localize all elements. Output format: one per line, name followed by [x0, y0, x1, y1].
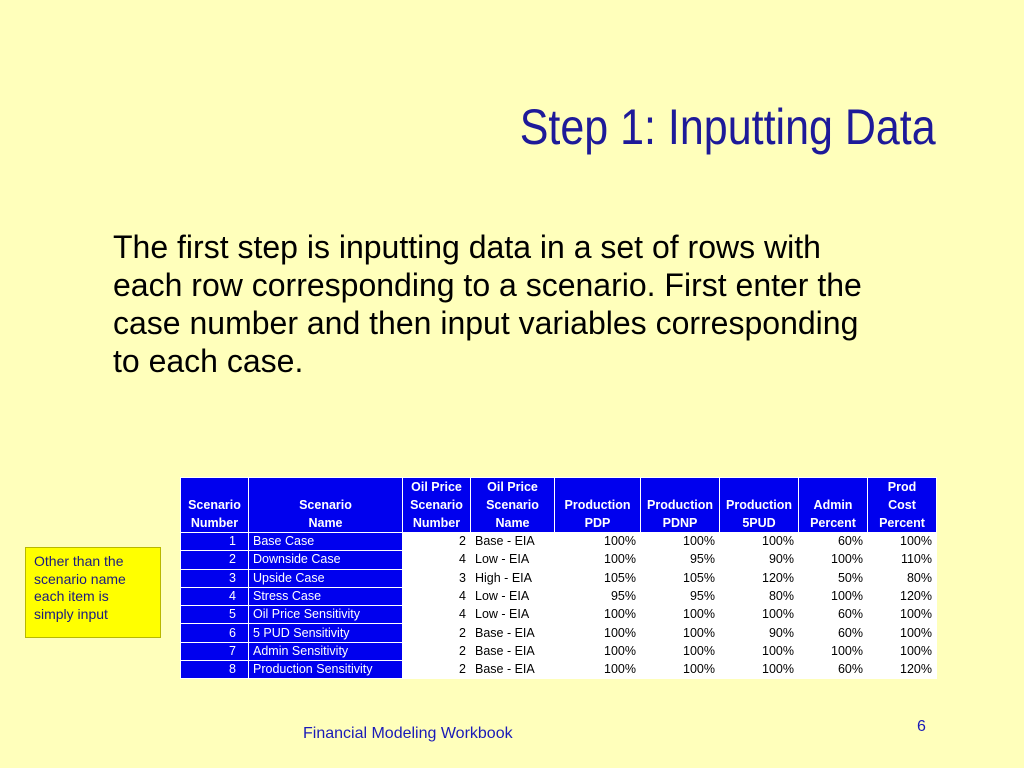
table-cell: 5: [181, 606, 249, 624]
table-cell: 1: [181, 533, 249, 551]
table-cell: 50%: [799, 569, 868, 587]
table-column-header: Oil Price Scenario Number: [403, 478, 471, 533]
table-cell: Downside Case: [249, 551, 403, 569]
table-cell: 100%: [555, 533, 641, 551]
table-cell: 2: [403, 624, 471, 642]
table-cell: 60%: [799, 606, 868, 624]
table-cell: 100%: [555, 642, 641, 660]
table-cell: 100%: [720, 533, 799, 551]
table-cell: 3: [403, 569, 471, 587]
table-column-header: Prod Cost Percent: [868, 478, 937, 533]
table-column-header: Production PDNP: [641, 478, 720, 533]
table-cell: 100%: [641, 606, 720, 624]
table-cell: 95%: [641, 551, 720, 569]
table-header-row: [181, 478, 937, 533]
table-cell: Oil Price Sensitivity: [249, 606, 403, 624]
table-cell: 5 PUD Sensitivity: [249, 624, 403, 642]
table-cell: 100%: [641, 624, 720, 642]
scenario-data-table: [180, 477, 937, 679]
table-cell: 110%: [868, 551, 937, 569]
table-cell: 100%: [720, 642, 799, 660]
table-cell: 7: [181, 642, 249, 660]
slide-footer: Financial Modeling Workbook: [303, 725, 513, 742]
callout-note: Other than the scenario name each item is simply input: [25, 547, 161, 638]
table-cell: 8: [181, 661, 249, 679]
table-cell: 4: [403, 551, 471, 569]
table-body: [181, 533, 937, 679]
table-row: [181, 569, 937, 587]
table-cell: 120%: [868, 661, 937, 679]
table-cell: 100%: [555, 551, 641, 569]
table-cell: Low - EIA: [471, 606, 555, 624]
slide-page-number: 6: [917, 718, 926, 735]
table-cell: 105%: [555, 569, 641, 587]
table-row: [181, 624, 937, 642]
table-cell: 2: [403, 642, 471, 660]
table-cell: 100%: [868, 624, 937, 642]
table-cell: 2: [403, 533, 471, 551]
table-cell: Upside Case: [249, 569, 403, 587]
table-cell: 2: [181, 551, 249, 569]
table-cell: 100%: [555, 606, 641, 624]
slide-body-text: The first step is inputting data in a set of rows with each row corresponding to a scenario. First enter the case number and then input variables corresponding to each case.: [113, 229, 862, 379]
table-cell: 90%: [720, 624, 799, 642]
table-cell: Production Sensitivity: [249, 661, 403, 679]
table-column-header: Scenario Number: [181, 478, 249, 533]
table-column-header: Oil Price Scenario Name: [471, 478, 555, 533]
table-row: [181, 551, 937, 569]
table-cell: 95%: [555, 587, 641, 605]
table-row: [181, 661, 937, 679]
table-column-header: Production PDP: [555, 478, 641, 533]
table-cell: Low - EIA: [471, 587, 555, 605]
table-cell: 3: [181, 569, 249, 587]
table-cell: 100%: [641, 533, 720, 551]
table-cell: High - EIA: [471, 569, 555, 587]
table-cell: 60%: [799, 533, 868, 551]
table-cell: 4: [403, 606, 471, 624]
table-column-header: Admin Percent: [799, 478, 868, 533]
table-row: [181, 642, 937, 660]
table-cell: 100%: [720, 661, 799, 679]
table-cell: 100%: [799, 551, 868, 569]
table-cell: 100%: [868, 606, 937, 624]
table-cell: 120%: [868, 587, 937, 605]
table-cell: Base - EIA: [471, 642, 555, 660]
table-cell: 100%: [641, 661, 720, 679]
table-cell: Admin Sensitivity: [249, 642, 403, 660]
table-cell: Base Case: [249, 533, 403, 551]
table-cell: 100%: [799, 642, 868, 660]
table-cell: 120%: [720, 569, 799, 587]
table-cell: Base - EIA: [471, 624, 555, 642]
table-cell: 60%: [799, 624, 868, 642]
table-cell: Low - EIA: [471, 551, 555, 569]
table-cell: 80%: [868, 569, 937, 587]
table-cell: 95%: [641, 587, 720, 605]
table-row: [181, 533, 937, 551]
table-cell: 100%: [641, 642, 720, 660]
table-cell: 100%: [799, 587, 868, 605]
table-cell: 4: [403, 587, 471, 605]
table-cell: 100%: [555, 661, 641, 679]
table-cell: 80%: [720, 587, 799, 605]
table-cell: 100%: [720, 606, 799, 624]
table-row: [181, 587, 937, 605]
table-cell: 90%: [720, 551, 799, 569]
table-cell: 2: [403, 661, 471, 679]
table-cell: 100%: [868, 533, 937, 551]
table-cell: 100%: [555, 624, 641, 642]
table-column-header: Production 5PUD: [720, 478, 799, 533]
table-cell: 105%: [641, 569, 720, 587]
slide-title: Step 1: Inputting Data: [520, 99, 936, 155]
table-row: [181, 606, 937, 624]
table-cell: Stress Case: [249, 587, 403, 605]
table-cell: 4: [181, 587, 249, 605]
table-cell: 100%: [868, 642, 937, 660]
table-header: [181, 478, 937, 533]
table-cell: 60%: [799, 661, 868, 679]
table-cell: Base - EIA: [471, 533, 555, 551]
table-column-header: Scenario Name: [249, 478, 403, 533]
table-cell: Base - EIA: [471, 661, 555, 679]
table-cell: 6: [181, 624, 249, 642]
